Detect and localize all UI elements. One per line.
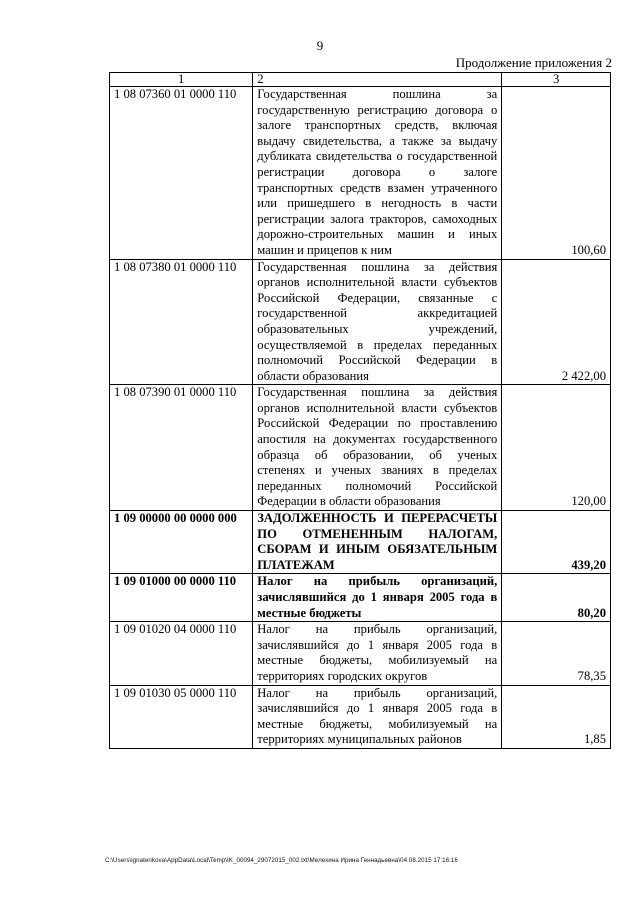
budget-code-cell: 1 08 07380 01 0000 110 — [110, 259, 253, 385]
table-row — [110, 511, 611, 574]
revenue-name-cell: Налог на прибыль организаций, зачислявшийся до 1 января 2005 года в местные бюджеты, мобилизуемый на территориях муниципальных районов — [253, 685, 502, 748]
revenue-name-cell: Государственная пошлина за государственную регистрацию договора о залоге транспортных средств, включая выдачу свидетельства, а также за выдачу дубликата свидетельства о государственной регистрации договора о залоге транспортных средств взамен утраченного или пришедшего в негодность в части регистрации залога тракторов, самоходных дорожно-строительных машин и иных машин и прицепов к ним — [253, 87, 502, 260]
header-col-1: 1 — [110, 73, 253, 87]
amount-cell: 120,00 — [502, 385, 611, 511]
table-row — [110, 87, 611, 260]
budget-code-cell: 1 08 07390 01 0000 110 — [110, 385, 253, 511]
budget-code-cell: 1 09 01000 00 0000 110 — [110, 574, 253, 622]
table-row — [110, 259, 611, 385]
amount-cell: 78,35 — [502, 622, 611, 685]
amount-cell: 80,20 — [502, 574, 611, 622]
amount-cell: 439,20 — [502, 511, 611, 574]
budget-code-cell: 1 09 00000 00 0000 000 — [110, 511, 253, 574]
amount-cell: 100,60 — [502, 87, 611, 260]
revenue-table — [109, 72, 611, 749]
revenue-name-cell: Государственная пошлина за действия органов исполнительной власти субъектов Российской Федерации по проставлению апостиля на документах государственного образца об образовании, об ученых степенях и ученых званиях в пределах переданных полномочий Российской Федерации в области образования — [253, 385, 502, 511]
header-col-2: 2 — [253, 73, 502, 87]
revenue-name-cell: Налог на прибыль организаций, зачислявшийся до 1 января 2005 года в местные бюджеты, мобилизуемый на территориях городских округов — [253, 622, 502, 685]
amount-cell: 2 422,00 — [502, 259, 611, 385]
table-row — [110, 622, 611, 685]
header-col-3: 3 — [502, 73, 611, 87]
budget-code-cell: 1 09 01020 04 0000 110 — [110, 622, 253, 685]
revenue-name-cell: ЗАДОЛЖЕННОСТЬ И ПЕРЕРАСЧЕТЫ ПО ОТМЕНЕННЫМ НАЛОГАМ, СБОРАМ И ИНЫМ ОБЯЗАТЕЛЬНЫМ ПЛАТЕЖАМ — [253, 511, 502, 574]
budget-code-cell: 1 09 01030 05 0000 110 — [110, 685, 253, 748]
page-number: 9 — [316, 38, 324, 53]
table-row — [110, 685, 611, 748]
revenue-name-cell: Государственная пошлина за действия органов исполнительной власти субъектов Российской Федерации, связанные с государственной аккредитацией образовательных учреждений, осуществляемой в пределах переданных полномочий Российской Федерации в области образования — [253, 259, 502, 385]
table-row — [110, 574, 611, 622]
budget-code-cell: 1 08 07360 01 0000 110 — [110, 87, 253, 260]
revenue-name-cell: Налог на прибыль организаций, зачислявшийся до 1 января 2005 года в местные бюджеты — [253, 574, 502, 622]
appendix-continuation-label: Продолжение приложения 2 — [455, 55, 612, 70]
file-path-footer: C:\Users\ignatenkova\AppData\Local\Temp\IK_00094_29072015_002.txt\Мелехина Ирина Геннадьевна\04.08.2015 17:16:16 — [105, 857, 458, 864]
table-row — [110, 385, 611, 511]
table-header-row — [110, 73, 611, 87]
amount-cell: 1,85 — [502, 685, 611, 748]
